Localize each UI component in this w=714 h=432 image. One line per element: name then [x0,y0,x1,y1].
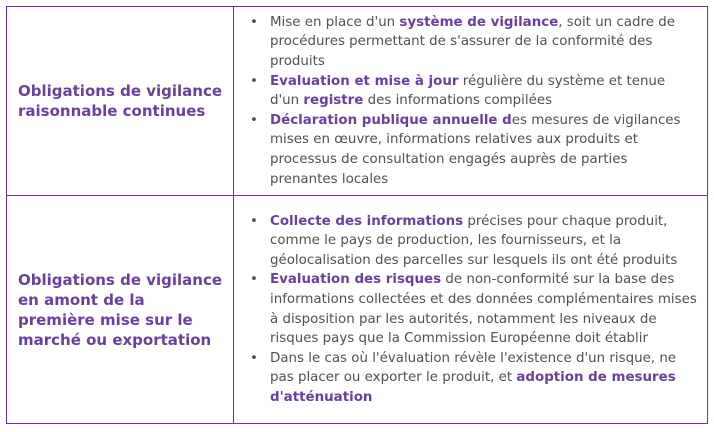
table-row [7,196,708,424]
row-content [234,196,708,424]
list-item: • Collecte des informations précises pour chaque produit, comme le pays de production, les fournisseurs, et la géolocalisation des parcelles sur lesquels ils ont été produits [270,212,697,271]
table-row [7,7,708,196]
row-label: Obligations de vigilance raisonnable continues [7,7,234,196]
row-content [234,7,708,196]
row-label: Obligations de vigilance en amont de la première mise sur le marché ou exportation [7,196,234,424]
list-item: • Déclaration publique annuelle des mesures de vigilances mises en œuvre, informations relatives aux produits et processus de consultation engagés auprès de parties prenantes locales [270,111,697,189]
bullet-list [270,212,697,408]
list-item: • Mise en place d'un système de vigilance, soit un cadre de procédures permettant de s'assurer de la conformité des produits [270,13,697,72]
bullet-list [270,13,697,189]
list-item: • Evaluation des risques de non-conformité sur la base des informations collectées et des données complémentaires mises à disposition par les autorités, notamment les niveaux de risques pays que la Commission Européenne doit établir [270,270,697,348]
list-item: • Dans le cas où l'évaluation révèle l'existence d'un risque, ne pas placer ou exporter le produit, et adoption de mesures d'atténuation [270,349,697,408]
obligations-table [6,6,708,424]
list-item: • Evaluation et mise à jour régulière du système et tenue d'un registre des informations compilées [270,72,697,111]
